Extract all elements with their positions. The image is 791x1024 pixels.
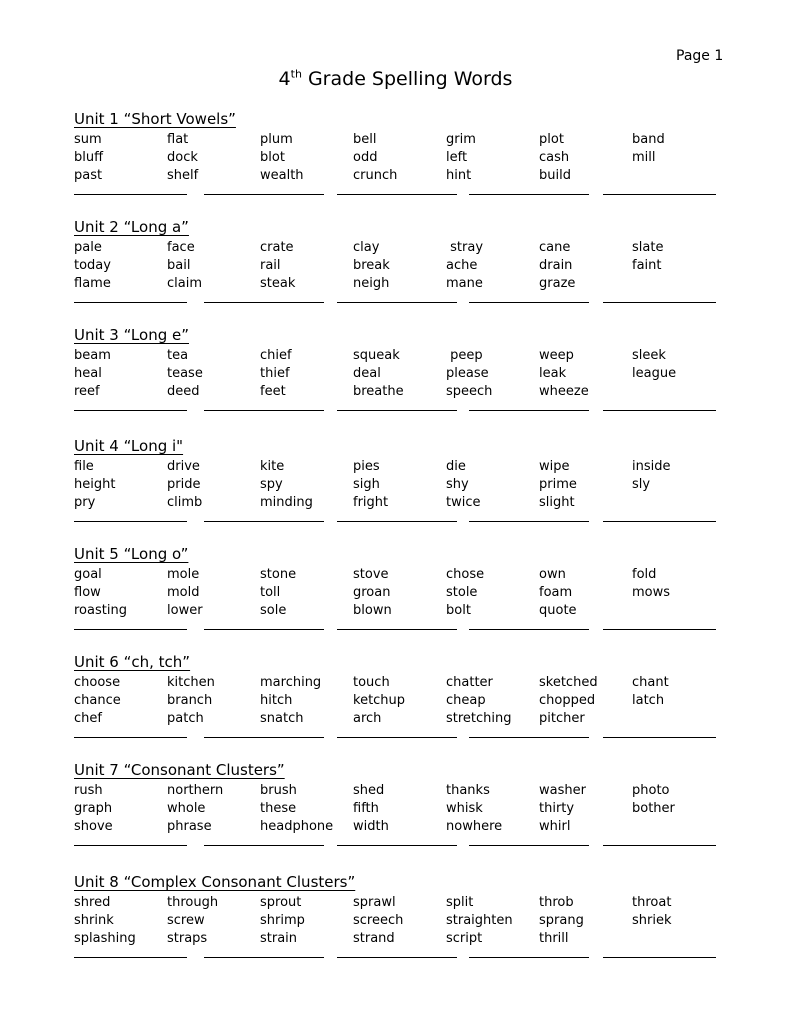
spelling-word: wipe (539, 459, 570, 474)
spelling-word: headphone (260, 819, 334, 834)
spelling-word: splashing (74, 931, 136, 946)
spelling-word: chose (446, 567, 485, 582)
answer-blank-line (337, 845, 457, 846)
spelling-word: cane (539, 240, 571, 255)
spelling-word: speech (446, 384, 493, 399)
spelling-word: thanks (446, 783, 490, 798)
spelling-word: bolt (446, 603, 471, 618)
spelling-word: chief (260, 348, 292, 363)
spelling-word: today (74, 258, 111, 273)
spelling-word: sketched (539, 675, 598, 690)
spelling-word: cheap (446, 693, 486, 708)
answer-blank-line (469, 629, 589, 630)
answer-blank-line (603, 410, 716, 411)
spelling-word: cash (539, 150, 570, 165)
spelling-word: flat (167, 132, 189, 147)
spelling-word: these (260, 801, 297, 816)
answer-blank-line (603, 302, 716, 303)
answer-blank-line (74, 410, 187, 411)
spelling-word: branch (167, 693, 213, 708)
spelling-word: claim (167, 276, 203, 291)
spelling-word: mows (632, 585, 671, 600)
unit-heading: Unit 5 “Long o” (74, 545, 189, 563)
spelling-word: whirl (539, 819, 571, 834)
spelling-word: throb (539, 895, 574, 910)
spelling-word: sprout (260, 895, 302, 910)
answer-blank-line (74, 737, 187, 738)
answer-blank-line (337, 302, 457, 303)
spelling-word: fright (353, 495, 389, 510)
page-number: Page 1 (676, 48, 724, 64)
spelling-word: chef (74, 711, 102, 726)
spelling-word: sprawl (353, 895, 396, 910)
spelling-word: deed (167, 384, 200, 399)
answer-blank-line (603, 845, 716, 846)
spelling-word: wealth (260, 168, 304, 183)
spelling-word: break (353, 258, 390, 273)
answer-blank-line (469, 737, 589, 738)
spelling-word: mole (167, 567, 200, 582)
spelling-word: foam (539, 585, 573, 600)
answer-blank-line (337, 521, 457, 522)
spelling-word: stray (446, 240, 484, 255)
answer-blank-line (603, 737, 716, 738)
unit-heading: Unit 6 “ch, tch” (74, 653, 191, 671)
spelling-word: league (632, 366, 677, 381)
spelling-word: thrill (539, 931, 569, 946)
spelling-word: screw (167, 913, 205, 928)
spelling-word: sole (260, 603, 287, 618)
spelling-word: photo (632, 783, 670, 798)
unit-heading: Unit 3 “Long e” (74, 326, 189, 344)
answer-blank-line (74, 629, 187, 630)
spelling-word: slate (632, 240, 664, 255)
answer-blank-line (74, 957, 187, 958)
spelling-word: groan (353, 585, 391, 600)
answer-blank-line (74, 302, 187, 303)
spelling-word: roasting (74, 603, 127, 618)
spelling-word: spy (260, 477, 283, 492)
spelling-word: graze (539, 276, 576, 291)
spelling-word: script (446, 931, 483, 946)
answer-blank-line (337, 410, 457, 411)
spelling-word: choose (74, 675, 121, 690)
spelling-word: shelf (167, 168, 199, 183)
spelling-word: rush (74, 783, 103, 798)
spelling-word: drive (167, 459, 200, 474)
spelling-word: squeak (353, 348, 400, 363)
spelling-word: left (446, 150, 468, 165)
answer-blank-line (469, 194, 589, 195)
spelling-word: strand (353, 931, 395, 946)
spelling-word: chance (74, 693, 121, 708)
spelling-word: crate (260, 240, 294, 255)
answer-blank-line (204, 410, 324, 411)
spelling-word: bother (632, 801, 675, 816)
spelling-word: sigh (353, 477, 380, 492)
spelling-word: hint (446, 168, 472, 183)
spelling-word: screech (353, 913, 404, 928)
spelling-word: own (539, 567, 566, 582)
answer-blank-line (469, 521, 589, 522)
spelling-word: nowhere (446, 819, 503, 834)
spelling-word: minding (260, 495, 313, 510)
spelling-word: flow (74, 585, 101, 600)
answer-blank-line (469, 302, 589, 303)
spelling-word: mold (167, 585, 200, 600)
spelling-word: chatter (446, 675, 493, 690)
answer-blank-line (204, 302, 324, 303)
spelling-word: pies (353, 459, 380, 474)
spelling-word: brush (260, 783, 297, 798)
spelling-word: plot (539, 132, 564, 147)
spelling-word: whole (167, 801, 206, 816)
spelling-word: thief (260, 366, 290, 381)
spelling-word: die (446, 459, 466, 474)
spelling-word: dock (167, 150, 198, 165)
spelling-word: shove (74, 819, 113, 834)
unit-heading: Unit 1 “Short Vowels” (74, 110, 236, 128)
title-suffix: Grade Spelling Words (301, 68, 513, 90)
unit-heading: Unit 4 “Long i" (74, 437, 184, 455)
spelling-word: shred (74, 895, 111, 910)
spelling-word: snatch (260, 711, 304, 726)
spelling-word: northern (167, 783, 224, 798)
spelling-word: height (74, 477, 116, 492)
spelling-word: chopped (539, 693, 596, 708)
spelling-word: marching (260, 675, 322, 690)
spelling-word: thirty (539, 801, 575, 816)
spelling-word: breathe (353, 384, 404, 399)
spelling-word: rail (260, 258, 281, 273)
spelling-word: crunch (353, 168, 398, 183)
spelling-word: bell (353, 132, 377, 147)
spelling-word: drain (539, 258, 573, 273)
answer-blank-line (603, 521, 716, 522)
spelling-word: slight (539, 495, 575, 510)
spelling-word: wheeze (539, 384, 589, 399)
spelling-word: stone (260, 567, 297, 582)
spelling-word: width (353, 819, 389, 834)
spelling-word: shed (353, 783, 385, 798)
answer-blank-line (469, 957, 589, 958)
spelling-word: whisk (446, 801, 483, 816)
spelling-word: split (446, 895, 474, 910)
answer-blank-line (603, 194, 716, 195)
answer-blank-line (74, 521, 187, 522)
spelling-word: faint (632, 258, 662, 273)
answer-blank-line (204, 737, 324, 738)
spelling-word: clay (353, 240, 380, 255)
spelling-word: steak (260, 276, 296, 291)
spelling-word: quote (539, 603, 577, 618)
spelling-word: toll (260, 585, 281, 600)
spelling-word: fold (632, 567, 657, 582)
spelling-word: past (74, 168, 103, 183)
spelling-word: peep (446, 348, 483, 363)
spelling-word: straighten (446, 913, 513, 928)
answer-blank-line (469, 410, 589, 411)
spelling-word: arch (353, 711, 382, 726)
spelling-word: sum (74, 132, 102, 147)
unit-heading: Unit 2 “Long a” (74, 218, 189, 236)
spelling-word: ache (446, 258, 478, 273)
answer-blank-line (74, 845, 187, 846)
spelling-word: hitch (260, 693, 293, 708)
spelling-word: lower (167, 603, 203, 618)
spelling-word: ketchup (353, 693, 406, 708)
spelling-word: blown (353, 603, 392, 618)
spelling-word: tease (167, 366, 203, 381)
spelling-word: through (167, 895, 219, 910)
spelling-word: neigh (353, 276, 390, 291)
spelling-word: pry (74, 495, 96, 510)
spelling-word: pride (167, 477, 201, 492)
spelling-word: shy (446, 477, 469, 492)
spelling-word: blot (260, 150, 285, 165)
spelling-word: touch (353, 675, 390, 690)
spelling-word: chant (632, 675, 669, 690)
answer-blank-line (204, 521, 324, 522)
spelling-word: throat (632, 895, 672, 910)
answer-blank-line (469, 845, 589, 846)
spelling-word: kite (260, 459, 285, 474)
spelling-word: patch (167, 711, 204, 726)
spelling-word: washer (539, 783, 586, 798)
spelling-word: stretching (446, 711, 512, 726)
answer-blank-line (337, 737, 457, 738)
spelling-word: straps (167, 931, 208, 946)
spelling-word: leak (539, 366, 567, 381)
spelling-word: sprang (539, 913, 584, 928)
spelling-word: stove (353, 567, 389, 582)
answer-blank-line (204, 629, 324, 630)
spelling-word: file (74, 459, 94, 474)
unit-heading: Unit 7 “Consonant Clusters” (74, 761, 285, 779)
spelling-word: twice (446, 495, 481, 510)
spelling-word: shrimp (260, 913, 305, 928)
answer-blank-line (603, 957, 716, 958)
answer-blank-line (74, 194, 187, 195)
spelling-word: weep (539, 348, 574, 363)
spelling-word: tea (167, 348, 189, 363)
spelling-word: reef (74, 384, 100, 399)
spelling-word: grim (446, 132, 476, 147)
spelling-word: phrase (167, 819, 212, 834)
answer-blank-line (337, 194, 457, 195)
spelling-word: band (632, 132, 665, 147)
answer-blank-line (603, 629, 716, 630)
spelling-word: fifth (353, 801, 379, 816)
spelling-word: stole (446, 585, 478, 600)
title-prefix: 4 (278, 68, 291, 90)
spelling-word: prime (539, 477, 577, 492)
spelling-word: pitcher (539, 711, 585, 726)
spelling-word: please (446, 366, 489, 381)
spelling-word: flame (74, 276, 111, 291)
spelling-word: bluff (74, 150, 104, 165)
answer-blank-line (337, 629, 457, 630)
spelling-word: shrink (74, 913, 114, 928)
spelling-word: face (167, 240, 195, 255)
answer-blank-line (204, 957, 324, 958)
spelling-word: sly (632, 477, 651, 492)
spelling-word: sleek (632, 348, 666, 363)
spelling-word: kitchen (167, 675, 215, 690)
spelling-word: bail (167, 258, 191, 273)
spelling-word: heal (74, 366, 102, 381)
spelling-word: deal (353, 366, 381, 381)
spelling-word: odd (353, 150, 378, 165)
spelling-word: mane (446, 276, 483, 291)
spelling-word: pale (74, 240, 102, 255)
unit-heading: Unit 8 “Complex Consonant Clusters” (74, 873, 356, 891)
spelling-word: shriek (632, 913, 672, 928)
spelling-word: plum (260, 132, 293, 147)
spelling-word: mill (632, 150, 656, 165)
answer-blank-line (204, 845, 324, 846)
spelling-word: goal (74, 567, 102, 582)
spelling-word: inside (632, 459, 671, 474)
answer-blank-line (337, 957, 457, 958)
spelling-word: beam (74, 348, 111, 363)
answer-blank-line (204, 194, 324, 195)
spelling-word: latch (632, 693, 665, 708)
spelling-word: build (539, 168, 571, 183)
spelling-word: graph (74, 801, 113, 816)
title-superscript: th (290, 67, 302, 81)
spelling-word: strain (260, 931, 298, 946)
spelling-word: feet (260, 384, 286, 399)
page-title (0, 68, 791, 90)
spelling-word: climb (167, 495, 203, 510)
